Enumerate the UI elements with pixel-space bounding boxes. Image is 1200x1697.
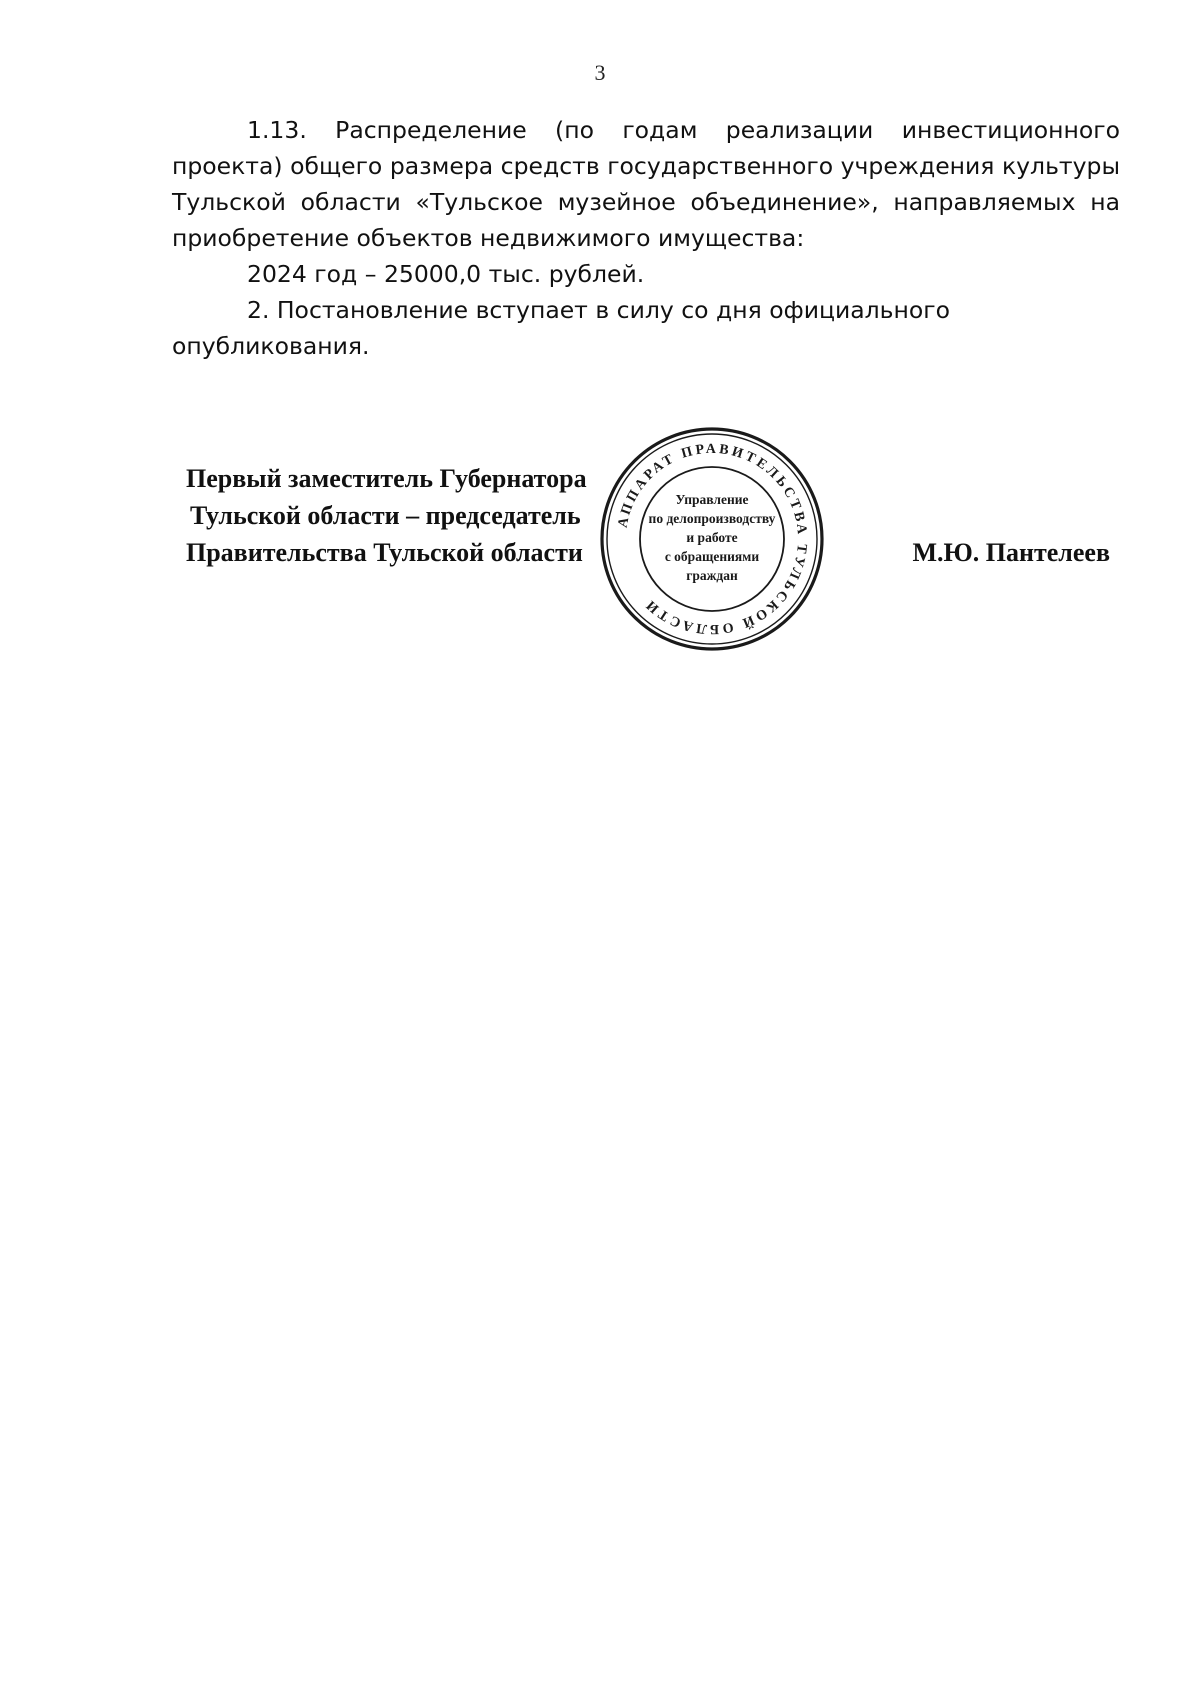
seal-center-line-3: и работе bbox=[686, 530, 738, 545]
signatory-name: М.Ю. Пантелеев bbox=[912, 538, 1110, 567]
signatory-title-line-1: Первый заместитель Губернатора bbox=[186, 464, 587, 493]
signatory-title bbox=[186, 460, 587, 571]
decree-body bbox=[172, 112, 1120, 364]
seal-center-line-5: граждан bbox=[686, 568, 738, 583]
paragraph-1-13: 1.13. Распределение (по годам реализации инвестиционного проекта) общего размера средств государственного учреждения культуры Тульской области «Тульское музейное объединение», направляемых на приобретение объектов недвижимого имущества: bbox=[172, 116, 1120, 252]
page-number: 3 bbox=[594, 60, 606, 85]
seal-center-line-4: с обращениями bbox=[664, 549, 760, 564]
signatory-title-line-2: Тульской области – председатель bbox=[190, 501, 581, 530]
seal-center-line-1: Управление bbox=[675, 492, 749, 507]
signatory-title-line-3: Правительства Тульской области bbox=[186, 538, 583, 567]
seal-ring-text-path: АППАРАТ ПРАВИТЕЛЬСТВА ТУЛЬСКОЙ ОБЛАСТИ bbox=[615, 441, 810, 637]
seal-center-line-2: по делопроизводству bbox=[648, 511, 776, 526]
paragraph-2: 2. Постановление вступает в силу со дня официального опубликования. bbox=[172, 296, 950, 360]
allocation-2024: 2024 год – 25000,0 тыс. рублей. bbox=[247, 260, 645, 288]
official-seal-icon bbox=[597, 424, 827, 654]
